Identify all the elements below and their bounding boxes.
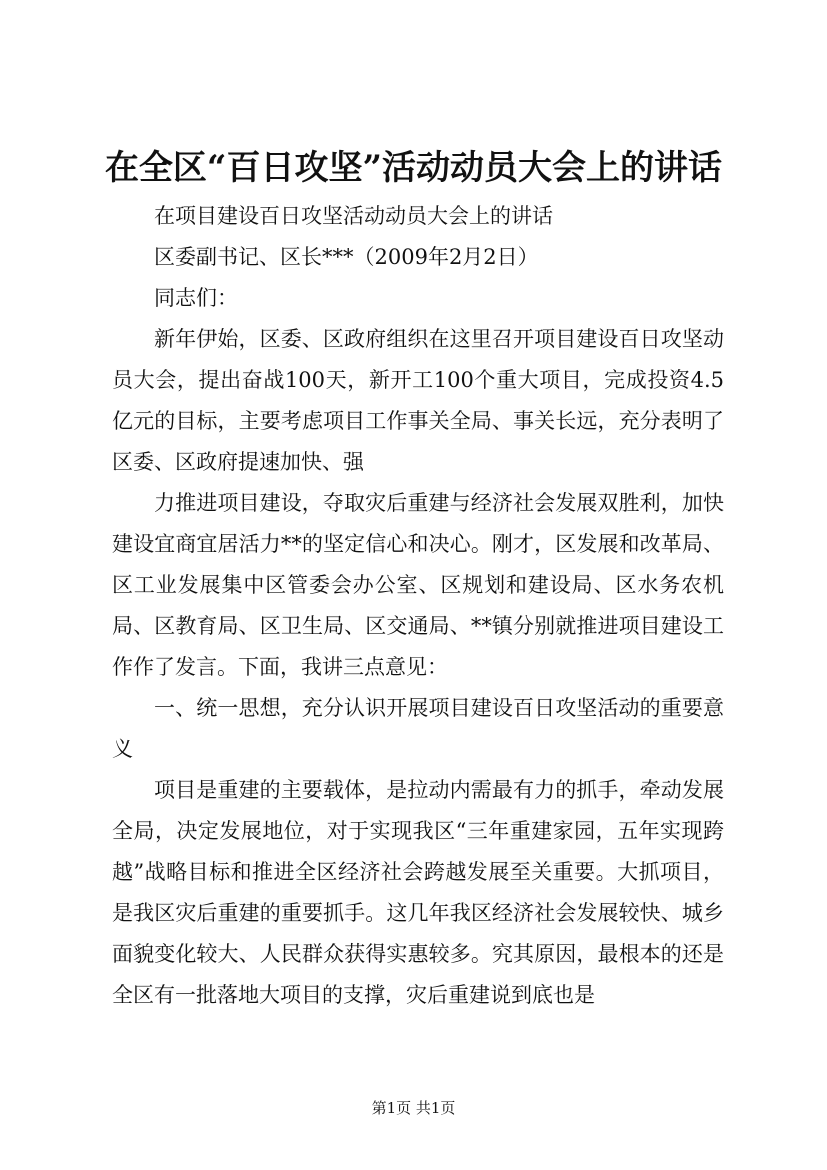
speech-subtitle: 在项目建设百日攻坚活动动员大会上的讲话 bbox=[154, 204, 553, 228]
page-number-footer: 第1页 共1页 bbox=[371, 1099, 456, 1117]
section-heading: 一、统一思想，充分认识开展项目建设百日攻坚活动的重要意义 bbox=[112, 696, 724, 761]
document-title: 在全区“百日攻坚”活动动员大会上的讲话 bbox=[104, 148, 723, 188]
document-body bbox=[112, 196, 724, 1016]
body-paragraph: 力推进项目建设，夺取灾后重建与经济社会发展双胜利，加快建设宜商宜居活力**的坚定信心和决心。刚才，区发展和改革局、区工业发展集中区管委会办公室、区规划和建设局、区水务农机局、区教育局、区卫生局、区交通局、**镇分别就推进项目建设工作作了发言。下面，我讲三点意见： bbox=[112, 491, 724, 679]
speaker-line: 区委副书记、区长***（2009年2月2日） bbox=[154, 245, 539, 269]
body-paragraph: 项目是重建的主要载体，是拉动内需最有力的抓手，牵动发展全局，决定发展地位，对于实现我区“三年重建家园，五年实现跨越”战略目标和推进全区经济社会跨越发展至关重要。大抓项目，是我区灾后重建的重要抓手。这几年我区经济社会发展较快、城乡面貌变化较大、人民群众获得实惠较多。究其原因，最根本的还是全区有一批落地大项目的支撑，灾后重建说到底也是 bbox=[112, 778, 724, 1007]
body-paragraph: 新年伊始，区委、区政府组织在这里召开项目建设百日攻坚动员大会，提出奋战100天，新开工100个重大项目，完成投资4.5亿元的目标，主要考虑项目工作事关全局、事关长远，充分表明了区委、区政府提速加快、强 bbox=[112, 327, 724, 474]
salutation: 同志们： bbox=[154, 286, 238, 310]
